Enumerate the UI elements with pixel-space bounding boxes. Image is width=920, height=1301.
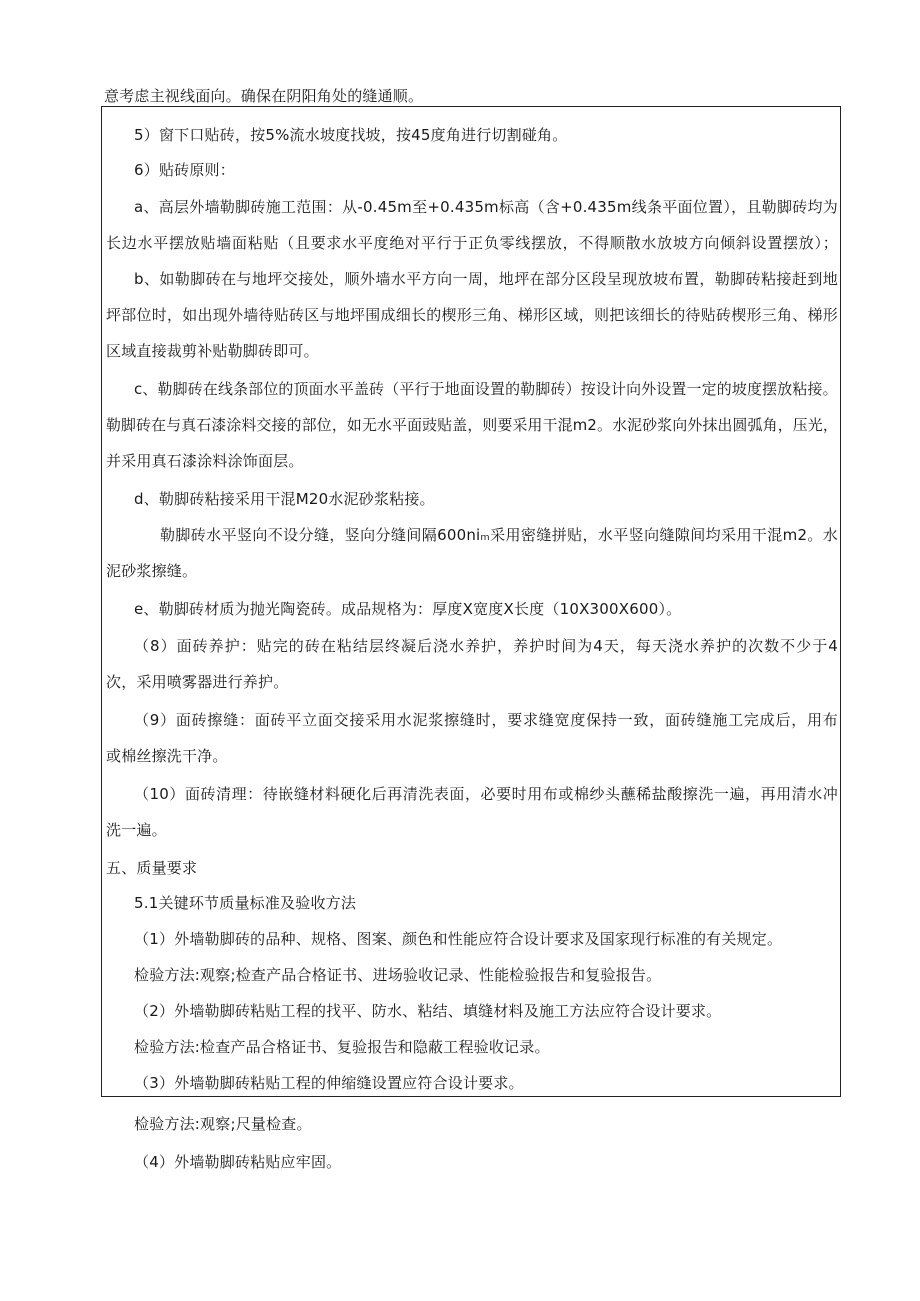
text-item-10-1: （10）面砖清理：待嵌缝材料硬化后再清洗表面，必要时用布或棉纱头蘸稀盐酸擦洗一遍，再用清水冲 [134, 785, 838, 803]
text-item-8-1: （8）面砖养护：贴完的砖在粘结层终凝后浇水养护，养护时间为4天，每天浇水养护的次数不少于4 [134, 637, 838, 655]
text-item-10-2: 洗一遍。 [106, 821, 167, 839]
text-line: 意考虑主视线面向。确保在阴阳角处的缝通顺。 [104, 87, 424, 105]
text-item-9-1: （9）面砖擦缝：面砖平立面交接采用水泥浆擦缝时，要求缝宽度保持一致，面砖缝施工完成后，用布 [134, 711, 838, 729]
text-q1: （1）外墙勒脚砖的品种、规格、图案、颜色和性能应符合设计要求及国家现行标准的有关规定。 [134, 930, 783, 948]
text-a-2: 长边水平摆放贴墙面粘贴（且要求水平度绝对平行于正负零线摆放，不得顺散水放坡方向倾斜设置摆放）； [106, 234, 838, 252]
text-q3: （3）外墙勒脚砖粘贴工程的伸缩缝设置应符合设计要求。 [134, 1074, 524, 1092]
text-item-5: 5）窗下口贴砖，按5%流水坡度找坡，按45度角进行切割碰角。 [134, 126, 568, 144]
text-d-2: 勒脚砖水平竖向不设分缝，竖向分缝间隔600niₘ采用密缝拼贴，水平竖向缝隙间均采用干混m2。水 [160, 526, 838, 544]
text-item-8-2: 次，采用喷雾器进行养护。 [106, 673, 289, 691]
text-c-3: 并采用真石漆涂料涂饰面层。 [106, 452, 304, 470]
text-d-1: d、勒脚砖粘接采用干混M20水泥砂浆粘接。 [134, 490, 435, 508]
text-b-2: 坪部位时，如出现外墙待贴砖区与地坪围成细长的楔形三角、梯形区域，则把该细长的待贴砖楔形三角、梯形 [106, 306, 838, 324]
text-item-6: 6）贴砖原则： [134, 161, 235, 179]
text-item-9-2: 或棉丝擦洗干净。 [106, 747, 228, 765]
text-d-3: 泥砂浆擦缝。 [106, 562, 198, 580]
text-q2: （2）外墙勒脚砖粘贴工程的找平、防水、粘结、填缝材料及施工方法应符合设计要求。 [134, 1002, 722, 1020]
text-q3-method: 检验方法:观察;尺量检查。 [134, 1115, 312, 1133]
section-heading-5: 五、质量要求 [106, 859, 198, 877]
text-b-1: b、如勒脚砖在与地坪交接处，顺外墙水平方向一周，地坪在部分区段呈现放坡布置，勒脚砖粘接赶到地 [134, 270, 838, 288]
text-c-2: 勒脚砖在与真石漆涂料交接的部位，如无水平面豉贴盖，则要采用干混m2。水泥砂浆向外抹出圆弧角，压光， [106, 416, 838, 434]
text-c-1: c、勒脚砖在线条部位的顶面水平盖砖（平行于地面设置的勒脚砖）按设计向外设置一定的坡度摆放粘接。 [134, 380, 838, 398]
text-a-1: a、高层外墙勒脚砖施工范围：从-0.45m至+0.435m标高（含+0.435m线条平面位置），且勒脚砖均为 [134, 198, 838, 216]
text-q1-method: 检验方法:观察;检查产品合格证书、进场验收记录、性能检验报告和复验报告。 [134, 966, 662, 984]
text-e-1: e、勒脚砖材质为抛光陶瓷砖。成品规格为：厚度X宽度X长度（10X300X600）。 [134, 600, 682, 618]
text-q2-method: 检验方法:检查产品合格证书、复验报告和隐蔽工程验收记录。 [134, 1038, 550, 1056]
text-q4: （4）外墙勒脚砖粘贴应牢固。 [134, 1153, 342, 1171]
subsection-heading-5-1: 5.1关键环节质量标准及验收方法 [134, 894, 357, 912]
text-b-3: 区域直接裁剪补贴勒脚砖即可。 [106, 342, 319, 360]
